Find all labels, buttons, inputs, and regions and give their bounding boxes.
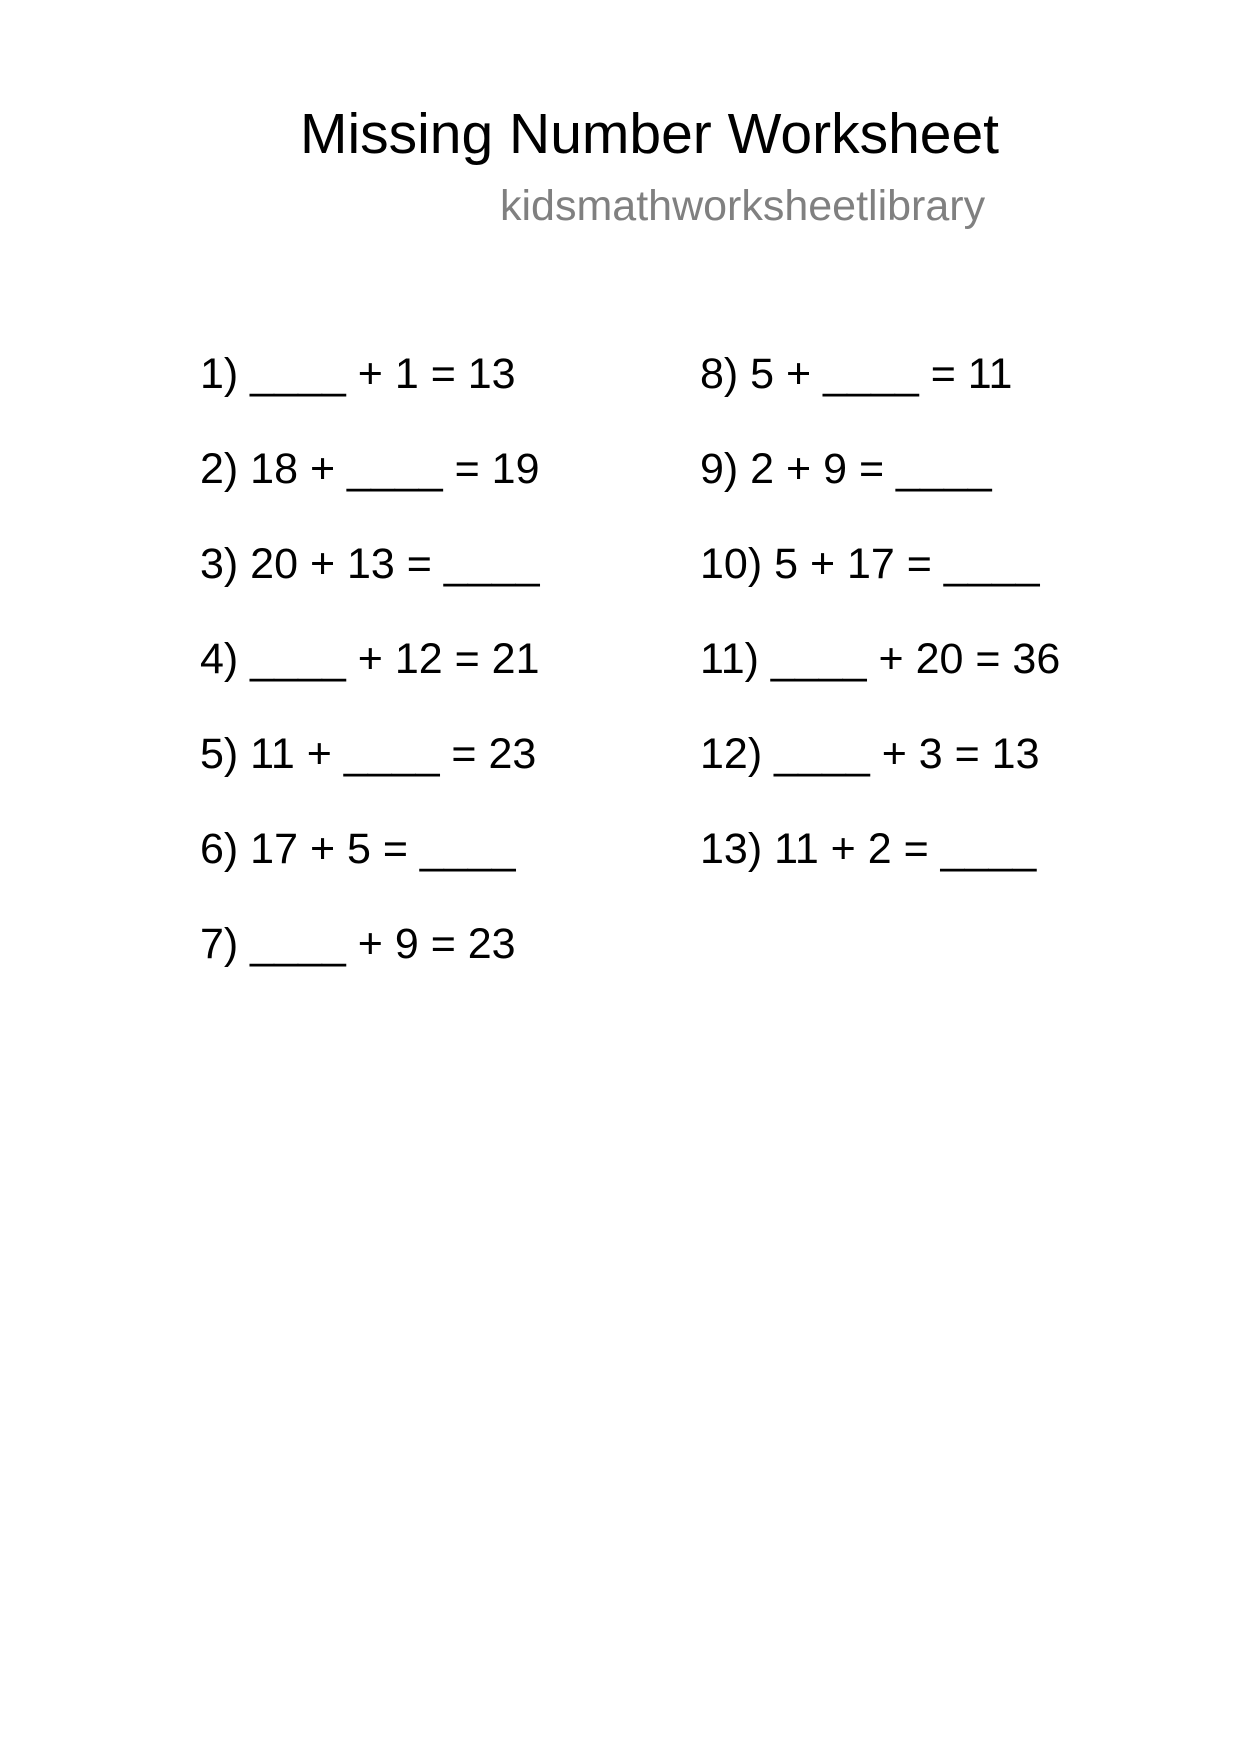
- problem-2: 2) 18 + ____ = 19: [200, 445, 540, 493]
- problem-1: 1) ____ + 1 = 13: [200, 350, 516, 398]
- problem-13: 13) 11 + 2 = ____: [700, 825, 1037, 873]
- problem-8: 8) 5 + ____ = 11: [700, 350, 1013, 398]
- problem-12: 12) ____ + 3 = 13: [700, 730, 1040, 778]
- problem-7: 7) ____ + 9 = 23: [200, 920, 516, 968]
- problem-6: 6) 17 + 5 = ____: [200, 825, 516, 873]
- worksheet-title: Missing Number Worksheet: [300, 102, 1000, 166]
- worksheet-subtitle: kidsmathworksheetlibrary: [500, 182, 986, 230]
- problem-5: 5) 11 + ____ = 23: [200, 730, 537, 778]
- problem-3: 3) 20 + 13 = ____: [200, 540, 540, 588]
- problem-11: 11) ____ + 20 = 36: [700, 635, 1061, 683]
- problem-4: 4) ____ + 12 = 21: [200, 635, 540, 683]
- problem-10: 10) 5 + 17 = ____: [700, 540, 1040, 588]
- problem-9: 9) 2 + 9 = ____: [700, 445, 992, 493]
